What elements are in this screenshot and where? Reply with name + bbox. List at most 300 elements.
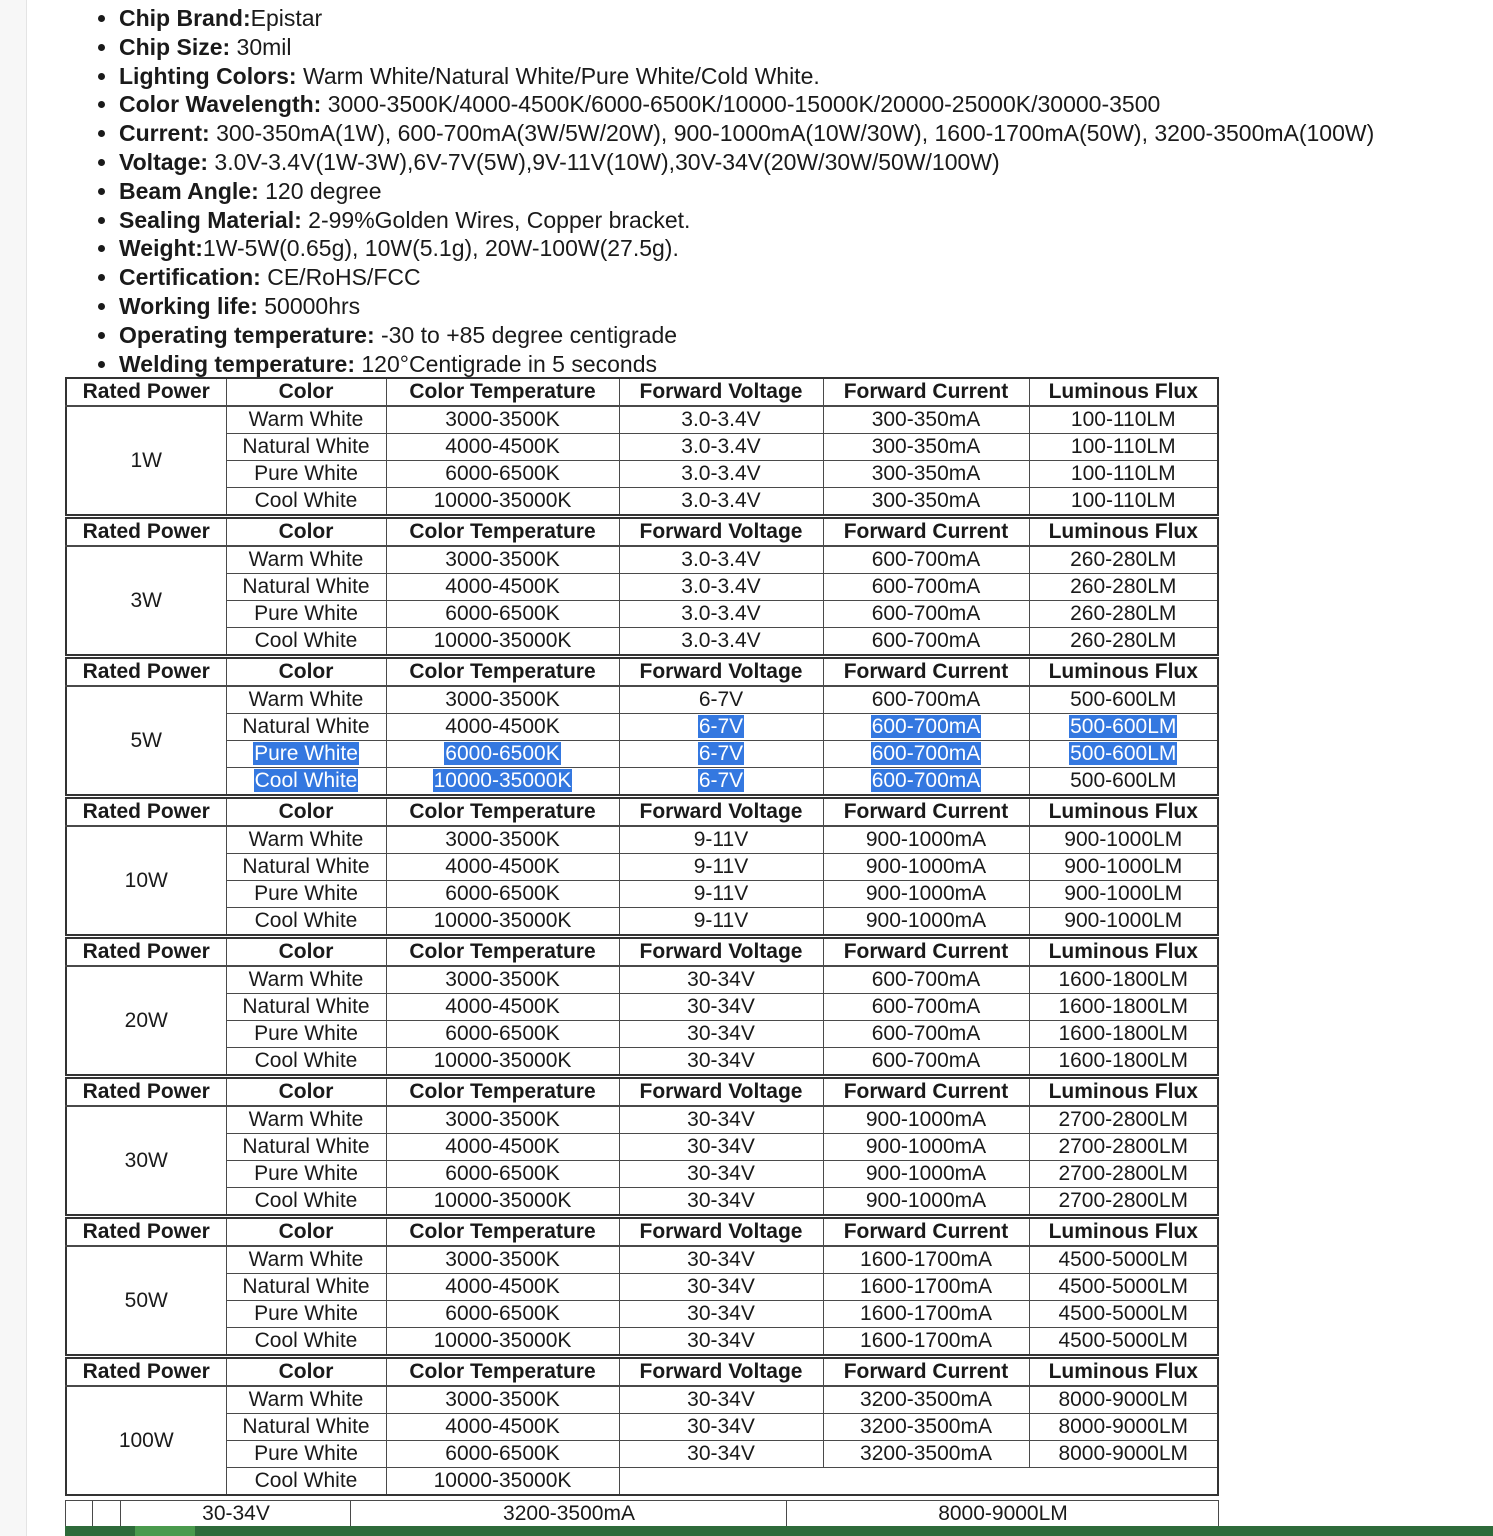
current-cell xyxy=(823,1468,1029,1496)
color-cell: Cool White xyxy=(226,1328,386,1356)
voltage-cell: 3.0-3.4V xyxy=(619,406,823,434)
color-cell: Cool White xyxy=(226,908,386,936)
flux-cell xyxy=(1029,714,1218,741)
spec-value: 300-350mA(1W), 600-700mA(3W/5W/20W), 900-1000mA(10W/30W), 1600-1700mA(50W), 3200-3500mA(100W) xyxy=(209,120,1375,147)
voltage-cell: 9-11V xyxy=(619,908,823,936)
column-header: Luminous Flux xyxy=(1029,1218,1218,1246)
spec-label: Chip Brand: xyxy=(119,5,251,31)
voltage-cell: 30-34V xyxy=(619,1188,823,1216)
spec-label: Color Wavelength: xyxy=(119,91,322,118)
voltage-cell: 30-34V xyxy=(619,994,823,1021)
column-header: Forward Voltage xyxy=(619,658,823,686)
color-cell: Warm White xyxy=(226,686,386,714)
column-header: Forward Voltage xyxy=(619,378,823,406)
flux-cell: 8000-9000LM xyxy=(1029,1414,1218,1441)
spec-value: CE/RoHS/FCC xyxy=(260,264,421,291)
spec-item xyxy=(119,292,1374,321)
temperature-cell: 10000-35000K xyxy=(386,1328,619,1356)
column-header: Color xyxy=(226,798,386,826)
color-cell: Natural White xyxy=(226,994,386,1021)
table-row xyxy=(66,1441,1218,1468)
spec-value: 30mil xyxy=(230,33,292,60)
voltage-cell: 30-34V xyxy=(619,1161,823,1188)
table-row xyxy=(66,488,1218,516)
spec-label: Weight: xyxy=(119,235,203,262)
spec-label: Welding temperature: xyxy=(119,350,355,377)
column-header: Color Temperature xyxy=(386,938,619,966)
color-cell: Natural White xyxy=(226,854,386,881)
column-header: Luminous Flux xyxy=(1029,518,1218,546)
spec-label: Voltage: xyxy=(119,148,209,175)
rated-power-cell: 1W xyxy=(66,406,226,515)
column-header: Rated Power xyxy=(66,1218,226,1246)
table-row xyxy=(66,434,1218,461)
color-cell: Warm White xyxy=(226,406,386,434)
table-row xyxy=(66,1328,1218,1356)
color-cell: Pure White xyxy=(226,461,386,488)
color-cell: Pure White xyxy=(226,1021,386,1048)
flux-cell: 4500-5000LM xyxy=(1029,1274,1218,1301)
selected-text: 500-600LM xyxy=(1070,715,1177,738)
column-header: Forward Current xyxy=(823,378,1029,406)
overflow-cell-blank-1 xyxy=(92,1501,121,1527)
column-header: Forward Voltage xyxy=(619,518,823,546)
column-header: Luminous Flux xyxy=(1029,938,1218,966)
table-row xyxy=(66,1134,1218,1161)
spec-value: -30 to +85 degree centigrade xyxy=(374,321,678,348)
column-header: Luminous Flux xyxy=(1029,378,1218,406)
current-cell: 3200-3500mA xyxy=(823,1414,1029,1441)
table-header-row xyxy=(66,1218,1218,1246)
table-row xyxy=(66,1468,1218,1496)
rated-power-cell: 20W xyxy=(66,966,226,1075)
spec-label: Sealing Material: xyxy=(119,206,302,233)
flux-cell: 2700-2800LM xyxy=(1029,1161,1218,1188)
flux-cell: 100-110LM xyxy=(1029,434,1218,461)
table-header-row xyxy=(66,798,1218,826)
temperature-cell xyxy=(386,741,619,768)
column-header: Color xyxy=(226,1218,386,1246)
voltage-cell: 30-34V xyxy=(619,966,823,994)
column-header: Forward Voltage xyxy=(619,798,823,826)
column-header: Rated Power xyxy=(66,378,226,406)
selected-text: 6-7V xyxy=(698,715,744,738)
table-row xyxy=(66,601,1218,628)
power-table xyxy=(65,517,1219,656)
temperature-cell: 6000-6500K xyxy=(386,461,619,488)
column-header: Forward Voltage xyxy=(619,938,823,966)
color-cell: Pure White xyxy=(226,1161,386,1188)
flux-cell: 900-1000LM xyxy=(1029,908,1218,936)
spec-item xyxy=(119,177,1374,206)
color-cell: Warm White xyxy=(226,966,386,994)
selected-text: 600-700mA xyxy=(871,769,981,792)
rated-power-cell: 5W xyxy=(66,686,226,795)
voltage-cell: 30-34V xyxy=(619,1386,823,1414)
current-cell: 600-700mA xyxy=(823,546,1029,574)
table-row xyxy=(66,768,1218,796)
spec-item xyxy=(119,263,1374,292)
flux-cell: 100-110LM xyxy=(1029,406,1218,434)
current-cell: 300-350mA xyxy=(823,488,1029,516)
table-row xyxy=(66,1386,1218,1414)
color-cell: Warm White xyxy=(226,1106,386,1134)
column-header: Color Temperature xyxy=(386,378,619,406)
table-row xyxy=(66,966,1218,994)
spec-item xyxy=(119,148,1374,177)
current-cell xyxy=(823,714,1029,741)
spec-value: 1W-5W(0.65g), 10W(5.1g), 20W-100W(27.5g). xyxy=(202,235,679,262)
flux-cell: 4500-5000LM xyxy=(1029,1246,1218,1274)
spec-value: 120°Centigrade in 5 seconds xyxy=(355,350,658,377)
flux-cell xyxy=(1029,741,1218,768)
current-cell: 600-700mA xyxy=(823,994,1029,1021)
spec-value: 120 degree xyxy=(258,177,382,204)
column-header: Color Temperature xyxy=(386,798,619,826)
column-header: Forward Current xyxy=(823,518,1029,546)
color-cell: Warm White xyxy=(226,546,386,574)
current-cell: 300-350mA xyxy=(823,461,1029,488)
table-row xyxy=(66,628,1218,656)
color-cell: Warm White xyxy=(226,1246,386,1274)
current-cell: 600-700mA xyxy=(823,1021,1029,1048)
selected-text: 600-700mA xyxy=(871,742,981,765)
column-header: Luminous Flux xyxy=(1029,658,1218,686)
table-row xyxy=(66,1246,1218,1274)
current-cell xyxy=(823,768,1029,796)
voltage-cell xyxy=(619,714,823,741)
voltage-cell: 3.0-3.4V xyxy=(619,601,823,628)
temperature-cell: 6000-6500K xyxy=(386,1441,619,1468)
table-row xyxy=(66,714,1218,741)
spec-tables xyxy=(65,377,1219,1496)
power-table xyxy=(65,1217,1219,1356)
flux-cell: 1600-1800LM xyxy=(1029,1048,1218,1076)
current-cell: 900-1000mA xyxy=(823,1106,1029,1134)
flux-cell: 1600-1800LM xyxy=(1029,1021,1218,1048)
table-row xyxy=(66,854,1218,881)
temperature-cell: 6000-6500K xyxy=(386,1021,619,1048)
table-row xyxy=(66,994,1218,1021)
spec-value: Warm White/Natural White/Pure White/Cold White. xyxy=(296,62,820,89)
spec-item xyxy=(119,33,1374,62)
temperature-cell: 3000-3500K xyxy=(386,406,619,434)
power-table xyxy=(65,657,1219,796)
temperature-cell: 6000-6500K xyxy=(386,601,619,628)
color-cell: Natural White xyxy=(226,1134,386,1161)
selected-text: 500-600LM xyxy=(1070,742,1177,765)
table-row xyxy=(66,1274,1218,1301)
current-cell: 900-1000mA xyxy=(823,1188,1029,1216)
flux-cell: 500-600LM xyxy=(1029,686,1218,714)
spec-item xyxy=(119,62,1374,91)
flux-cell: 4500-5000LM xyxy=(1029,1328,1218,1356)
spec-value: Epistar xyxy=(250,5,323,31)
color-cell: Pure White xyxy=(226,1301,386,1328)
color-cell: Cool White xyxy=(226,488,386,516)
current-cell: 600-700mA xyxy=(823,574,1029,601)
spec-item xyxy=(119,4,1374,33)
rated-power-cell: 100W xyxy=(66,1386,226,1495)
flux-cell: 900-1000LM xyxy=(1029,854,1218,881)
table-row xyxy=(66,1188,1218,1216)
rated-power-cell: 3W xyxy=(66,546,226,655)
temperature-cell: 4000-4500K xyxy=(386,1414,619,1441)
current-cell: 3200-3500mA xyxy=(823,1441,1029,1468)
table-row xyxy=(66,574,1218,601)
current-cell: 900-1000mA xyxy=(823,1134,1029,1161)
spec-value: 2-99%Golden Wires, Copper bracket. xyxy=(301,206,691,233)
spec-label: Lighting Colors: xyxy=(119,62,297,89)
current-cell: 3200-3500mA xyxy=(823,1386,1029,1414)
voltage-cell: 30-34V xyxy=(619,1414,823,1441)
flux-cell: 100-110LM xyxy=(1029,488,1218,516)
current-cell: 1600-1700mA xyxy=(823,1274,1029,1301)
spec-item xyxy=(119,90,1374,119)
table-header-row xyxy=(66,1358,1218,1386)
color-cell: Natural White xyxy=(226,1414,386,1441)
color-cell: Pure White xyxy=(226,1441,386,1468)
current-cell: 900-1000mA xyxy=(823,826,1029,854)
color-cell: Cool White xyxy=(226,628,386,656)
temperature-cell: 6000-6500K xyxy=(386,1301,619,1328)
color-cell: Cool White xyxy=(226,1188,386,1216)
current-cell: 900-1000mA xyxy=(823,881,1029,908)
current-cell: 600-700mA xyxy=(823,686,1029,714)
table-header-row xyxy=(66,518,1218,546)
spec-item xyxy=(119,350,1374,379)
flux-cell: 2700-2800LM xyxy=(1029,1106,1218,1134)
column-header: Color xyxy=(226,658,386,686)
column-header: Rated Power xyxy=(66,658,226,686)
left-gutter xyxy=(0,0,27,1536)
temperature-cell: 3000-3500K xyxy=(386,686,619,714)
voltage-cell: 3.0-3.4V xyxy=(619,546,823,574)
rated-power-cell: 50W xyxy=(66,1246,226,1355)
temperature-cell: 10000-35000K xyxy=(386,1048,619,1076)
color-cell: Natural White xyxy=(226,434,386,461)
voltage-cell: 30-34V xyxy=(619,1106,823,1134)
rated-power-cell: 30W xyxy=(66,1106,226,1215)
column-header: Forward Voltage xyxy=(619,1078,823,1106)
temperature-cell: 3000-3500K xyxy=(386,1246,619,1274)
color-cell: Cool White xyxy=(226,1468,386,1496)
voltage-cell: 3.0-3.4V xyxy=(619,434,823,461)
voltage-cell: 30-34V xyxy=(619,1441,823,1468)
temperature-cell: 3000-3500K xyxy=(386,966,619,994)
table-row xyxy=(66,686,1218,714)
temperature-cell: 4000-4500K xyxy=(386,1274,619,1301)
voltage-cell: 3.0-3.4V xyxy=(619,461,823,488)
table-row xyxy=(66,1161,1218,1188)
spec-item xyxy=(119,321,1374,350)
voltage-cell: 9-11V xyxy=(619,854,823,881)
flux-cell: 260-280LM xyxy=(1029,546,1218,574)
color-cell xyxy=(226,768,386,796)
power-table xyxy=(65,1357,1219,1496)
voltage-cell xyxy=(619,741,823,768)
column-header: Rated Power xyxy=(66,938,226,966)
column-header: Forward Current xyxy=(823,798,1029,826)
table-row xyxy=(66,1106,1218,1134)
selected-text: Pure White xyxy=(254,742,358,765)
power-table xyxy=(65,377,1219,516)
temperature-cell: 4000-4500K xyxy=(386,714,619,741)
current-cell: 1600-1700mA xyxy=(823,1246,1029,1274)
column-header: Color xyxy=(226,518,386,546)
flux-cell: 100-110LM xyxy=(1029,461,1218,488)
color-cell: Cool White xyxy=(226,1048,386,1076)
column-header: Rated Power xyxy=(66,1358,226,1386)
selected-text: 6000-6500K xyxy=(445,742,560,765)
column-header: Color Temperature xyxy=(386,1358,619,1386)
flux-cell: 260-280LM xyxy=(1029,628,1218,656)
flux-cell: 1600-1800LM xyxy=(1029,994,1218,1021)
column-header: Forward Current xyxy=(823,1358,1029,1386)
table-header-row xyxy=(66,938,1218,966)
selected-text: Cool White xyxy=(254,769,358,792)
table-header-row xyxy=(66,1078,1218,1106)
temperature-cell: 3000-3500K xyxy=(386,1106,619,1134)
color-cell: Natural White xyxy=(226,714,386,741)
spec-value: 3.0V-3.4V(1W-3W),6V-7V(5W),9V-11V(10W),30V-34V(20W/30W/50W/100W) xyxy=(208,148,1000,175)
voltage-cell: 9-11V xyxy=(619,826,823,854)
column-header: Rated Power xyxy=(66,798,226,826)
temperature-cell: 3000-3500K xyxy=(386,546,619,574)
flux-cell: 8000-9000LM xyxy=(1029,1441,1218,1468)
temperature-cell: 3000-3500K xyxy=(386,826,619,854)
spec-label: Working life: xyxy=(119,292,258,319)
column-header: Rated Power xyxy=(66,518,226,546)
current-cell: 600-700mA xyxy=(823,1048,1029,1076)
flux-cell: 1600-1800LM xyxy=(1029,966,1218,994)
overflow-cell-voltage: 30-34V xyxy=(120,1501,351,1527)
selected-text: 6-7V xyxy=(698,769,744,792)
table-row xyxy=(66,1414,1218,1441)
column-header: Forward Current xyxy=(823,658,1029,686)
current-cell: 1600-1700mA xyxy=(823,1328,1029,1356)
flux-cell: 2700-2800LM xyxy=(1029,1134,1218,1161)
color-cell xyxy=(226,741,386,768)
color-cell: Natural White xyxy=(226,574,386,601)
temperature-cell: 4000-4500K xyxy=(386,1134,619,1161)
column-header: Color xyxy=(226,1078,386,1106)
color-cell: Natural White xyxy=(226,1274,386,1301)
current-cell: 300-350mA xyxy=(823,406,1029,434)
power-table xyxy=(65,937,1219,1076)
temperature-cell: 4000-4500K xyxy=(386,574,619,601)
voltage-cell: 30-34V xyxy=(619,1048,823,1076)
flux-cell: 900-1000LM xyxy=(1029,826,1218,854)
voltage-cell: 30-34V xyxy=(619,1328,823,1356)
overflow-cell-current: 3200-3500mA xyxy=(350,1501,787,1527)
column-header: Color Temperature xyxy=(386,1078,619,1106)
voltage-cell: 30-34V xyxy=(619,1246,823,1274)
table-row xyxy=(66,881,1218,908)
power-table xyxy=(65,1077,1219,1216)
selected-text: 6-7V xyxy=(698,742,744,765)
table-row xyxy=(66,1048,1218,1076)
flux-cell: 8000-9000LM xyxy=(1029,1386,1218,1414)
table-row xyxy=(66,406,1218,434)
column-header: Luminous Flux xyxy=(1029,1358,1218,1386)
active-sheet-tab[interactable] xyxy=(135,1526,195,1536)
voltage-cell xyxy=(619,1468,823,1496)
voltage-cell: 3.0-3.4V xyxy=(619,488,823,516)
column-header: Color xyxy=(226,938,386,966)
current-cell: 900-1000mA xyxy=(823,908,1029,936)
column-header: Color Temperature xyxy=(386,658,619,686)
temperature-cell: 6000-6500K xyxy=(386,881,619,908)
table-row xyxy=(66,826,1218,854)
voltage-cell: 30-34V xyxy=(619,1134,823,1161)
temperature-cell: 4000-4500K xyxy=(386,994,619,1021)
temperature-cell: 4000-4500K xyxy=(386,854,619,881)
temperature-cell: 6000-6500K xyxy=(386,1161,619,1188)
overflow-row xyxy=(65,1500,1219,1526)
column-header: Color xyxy=(226,1358,386,1386)
selected-text: 10000-35000K xyxy=(433,769,572,792)
selected-text: 600-700mA xyxy=(871,715,981,738)
column-header: Color Temperature xyxy=(386,518,619,546)
column-header: Rated Power xyxy=(66,1078,226,1106)
table-header-row xyxy=(66,658,1218,686)
current-cell: 600-700mA xyxy=(823,628,1029,656)
temperature-cell: 10000-35000K xyxy=(386,488,619,516)
rated-power-cell: 10W xyxy=(66,826,226,935)
table-row xyxy=(66,546,1218,574)
spec-label: Current: xyxy=(119,120,210,147)
color-cell: Warm White xyxy=(226,826,386,854)
current-cell xyxy=(823,741,1029,768)
table-row xyxy=(66,908,1218,936)
table-header-row xyxy=(66,378,1218,406)
flux-cell: 260-280LM xyxy=(1029,574,1218,601)
voltage-cell: 3.0-3.4V xyxy=(619,628,823,656)
spec-item xyxy=(119,234,1374,263)
power-table xyxy=(65,797,1219,936)
column-header: Luminous Flux xyxy=(1029,1078,1218,1106)
flux-cell: 2700-2800LM xyxy=(1029,1188,1218,1216)
column-header: Forward Current xyxy=(823,1218,1029,1246)
current-cell: 900-1000mA xyxy=(823,854,1029,881)
color-cell: Pure White xyxy=(226,601,386,628)
temperature-cell: 10000-35000K xyxy=(386,628,619,656)
voltage-cell: 30-34V xyxy=(619,1301,823,1328)
flux-cell: 500-600LM xyxy=(1029,768,1218,796)
flux-cell xyxy=(1029,1468,1218,1496)
temperature-cell: 10000-35000K xyxy=(386,1188,619,1216)
temperature-cell xyxy=(386,768,619,796)
column-header: Color Temperature xyxy=(386,1218,619,1246)
spec-label: Chip Size: xyxy=(119,33,231,60)
spec-label: Beam Angle: xyxy=(119,177,259,204)
voltage-cell: 9-11V xyxy=(619,881,823,908)
spec-value: 50000hrs xyxy=(257,292,361,319)
flux-cell: 260-280LM xyxy=(1029,601,1218,628)
table-row xyxy=(66,741,1218,768)
temperature-cell: 4000-4500K xyxy=(386,434,619,461)
spec-label: Operating temperature: xyxy=(119,321,375,348)
spec-value: 3000-3500K/4000-4500K/6000-6500K/10000-15000K/20000-25000K/30000-3500 xyxy=(321,91,1161,118)
spec-list xyxy=(98,4,1374,378)
spec-label: Certification: xyxy=(119,264,261,291)
spec-item xyxy=(119,206,1374,235)
current-cell: 600-700mA xyxy=(823,966,1029,994)
column-header: Luminous Flux xyxy=(1029,798,1218,826)
current-cell: 600-700mA xyxy=(823,601,1029,628)
temperature-cell: 3000-3500K xyxy=(386,1386,619,1414)
